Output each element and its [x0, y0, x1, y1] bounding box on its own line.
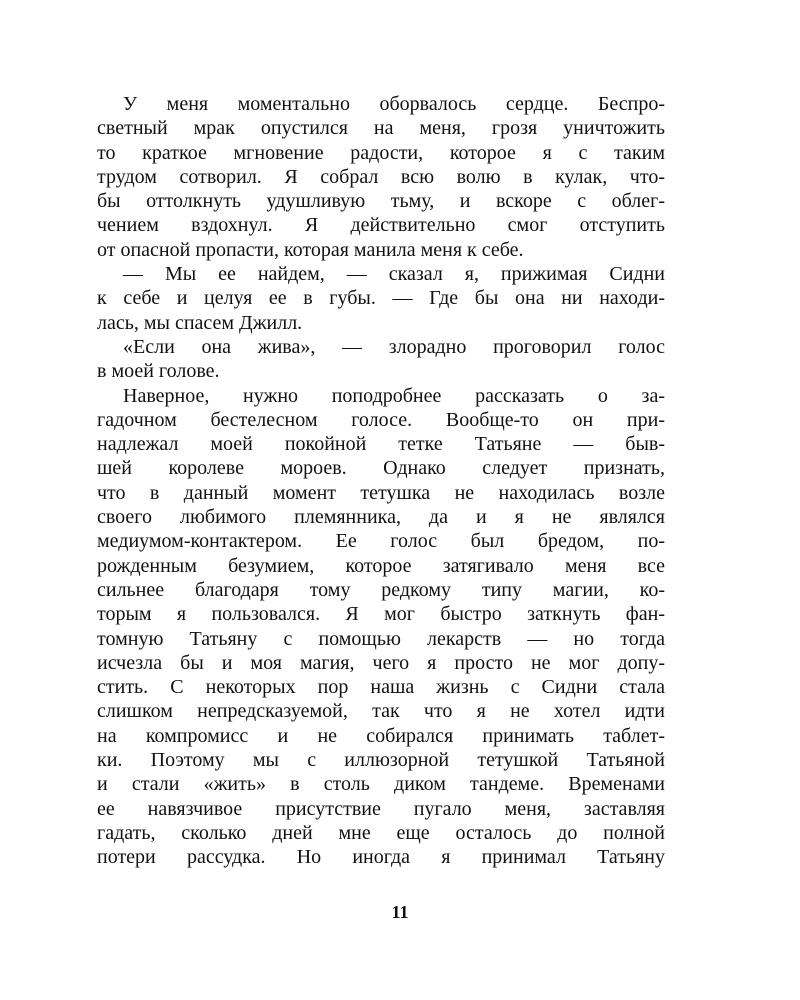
- page-number: 11: [391, 902, 409, 922]
- text-line: Наверное, нужно поподробнее рассказать о за-: [123, 384, 665, 407]
- text-line: гадочном бестелесном голосе. Вообще-то он при-: [97, 408, 665, 431]
- text-line: потери рассудка. Но иногда я принимал Татьяну: [97, 846, 665, 869]
- text-line: ки. Поэтому мы с иллюзорной тетушкой Татьяной: [97, 749, 665, 772]
- text-line: медиумом-контактером. Ее голос был бредом, по-: [97, 530, 665, 553]
- text-line: на компромисс и не собирался принимать таблет-: [97, 724, 665, 747]
- text-line: сильнее благодаря тому редкому типу магии, ко-: [97, 578, 665, 601]
- text-line: томную Татьяну с помощью лекарств — но тогда: [97, 627, 665, 650]
- text-line: шей королеве мороев. Однако следует признать,: [97, 457, 665, 480]
- text-line: то краткое мгновение радости, которое я с таким: [97, 141, 665, 164]
- text-line: — Мы ее найдем, — сказал я, прижимая Сидни: [123, 263, 665, 286]
- text-line: бы оттолкнуть удушливую тьму, и вскоре с облег-: [97, 190, 665, 213]
- text-line: гадать, сколько дней мне еще осталось до полной: [97, 821, 665, 844]
- text-line: трудом сотворил. Я собрал всю волю в кулак, что-: [97, 165, 665, 188]
- text-line: торым я пользовался. Я мог быстро заткнуть фан-: [97, 603, 665, 626]
- text-line: «Если она жива», — злорадно проговорил голос: [123, 335, 665, 358]
- text-line: рожденным безумием, которое затягивало меня все: [97, 554, 665, 577]
- text-line: своего любимого племянника, да и я не являлся: [97, 506, 665, 529]
- text-line: стить. С некоторых пор наша жизнь с Сидни стала: [97, 676, 665, 699]
- book-page-text: [97, 92, 665, 870]
- text-line: исчезла бы и моя магия, чего я просто не мог допу-: [97, 651, 665, 674]
- text-line: от опасной пропасти, которая манила меня к себе.: [97, 238, 524, 261]
- text-line: ее навязчивое присутствие пугало меня, заставляя: [97, 797, 665, 820]
- text-line: чением вздохнул. Я действительно смог отступить: [97, 214, 665, 237]
- text-line: лась, мы спасем Джилл.: [97, 311, 303, 334]
- text-line: и стали «жить» в столь диком тандеме. Временами: [97, 773, 665, 796]
- text-line: У меня моментально оборвалось сердце. Беспро-: [123, 93, 665, 115]
- text-line: что в данный момент тетушка не находилась возле: [97, 481, 665, 504]
- text-line: надлежал моей покойной тетке Татьяне — быв-: [97, 433, 665, 456]
- text-line: к себе и целуя ее в губы. — Где бы она ни находи-: [97, 287, 665, 310]
- text-line: слишком непредсказуемой, так что я не хотел идти: [97, 700, 665, 723]
- text-line: в моей голове.: [97, 360, 220, 383]
- text-line: светный мрак опустился на меня, грозя уничтожить: [97, 117, 665, 140]
